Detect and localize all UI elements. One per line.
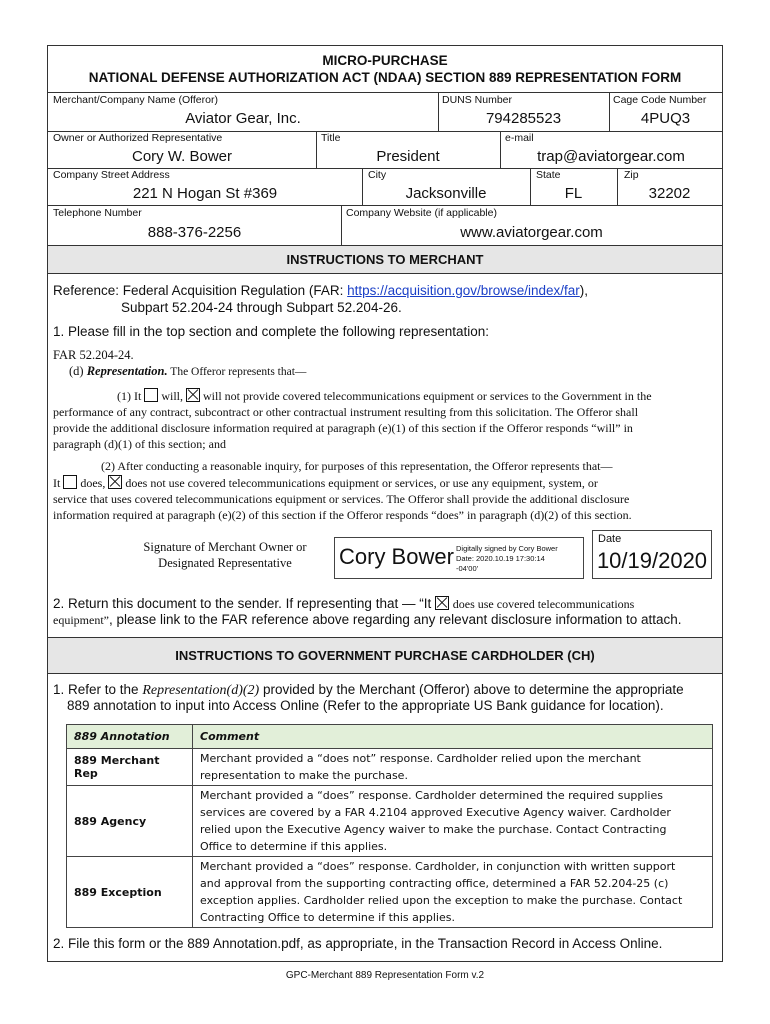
comment-cell: Merchant provided a “does” response. Cardholder determined the required supplies services are covered by a FAR 4.2104 approved Executive Agency waiver. Cardholder relied upon the Executive Agency waiver to make the purchase. Contact Contracting Office to determine if this applies. <box>193 786 713 857</box>
digital-signature-line3: -04'00' <box>456 564 479 573</box>
cardholder-step1-line1: 1. Refer to the Representation(d)(2) provided by the Merchant (Offeror) above to determine the appropriate <box>53 682 684 698</box>
merchant-step2-line2: equipment”, please link to the FAR reference above regarding any relevant disclosure information to attach. <box>53 612 682 627</box>
step2-does-checkbox[interactable] <box>435 596 449 610</box>
does-checkbox[interactable] <box>63 475 77 489</box>
title-label: Title <box>321 132 341 144</box>
cardholder-step1-line2: 889 annotation to input into Access Online (Refer to the appropriate US Bank guidance for location). <box>67 698 664 713</box>
zip-label: Zip <box>624 169 639 181</box>
will-checkbox[interactable] <box>144 388 158 402</box>
far-link[interactable]: https://acquisition.gov/browse/index/far <box>347 283 580 298</box>
signature-field[interactable] <box>334 537 584 579</box>
date-label: Date <box>598 533 622 545</box>
far-section-ref: FAR 52.204-24. <box>53 348 134 362</box>
cardholder-step2: 2. File this form or the 889 Annotation.pdf, as appropriate, in the Transaction Record in Access Online. <box>53 936 663 951</box>
state-label: State <box>536 169 561 181</box>
paragraph-2-line2: It does, does not use covered telecommunications equipment or services, or use any equipment, system, or <box>53 476 598 490</box>
state-field[interactable]: FL <box>564 185 583 202</box>
will-not-checkbox[interactable] <box>186 388 200 402</box>
far-reference-line2: Subpart 52.204-24 through Subpart 52.204-26. <box>121 300 402 315</box>
zip-field[interactable]: 32202 <box>648 185 691 202</box>
city-label: City <box>368 169 387 181</box>
merchant-step2-line1: 2. Return this document to the sender. If representing that — “It does use covered telecommunications <box>53 596 635 611</box>
cage-label: Cage Code Number <box>613 94 707 106</box>
digital-signature-line1: Digitally signed by Cory Bower <box>456 544 558 553</box>
owner-field[interactable]: Cory W. Bower <box>131 148 233 165</box>
table-row <box>67 786 713 857</box>
merchant-name-field[interactable]: Aviator Gear, Inc. <box>185 110 301 127</box>
cage-field[interactable]: 4PUQ3 <box>640 110 691 127</box>
annotation-cell: 889 Merchant Rep <box>67 749 193 786</box>
duns-label: DUNS Number <box>442 94 513 106</box>
date-value: 10/19/2020 <box>596 548 708 573</box>
owner-label: Owner or Authorized Representative <box>53 132 223 144</box>
phone-label: Telephone Number <box>53 207 142 219</box>
table-row <box>67 857 713 928</box>
email-field[interactable]: trap@aviatorgear.com <box>537 148 685 165</box>
website-field[interactable]: www.aviatorgear.com <box>460 224 603 241</box>
website-label: Company Website (if applicable) <box>346 207 497 219</box>
merchant-step1: 1. Please fill in the top section and complete the following representation: <box>53 324 490 339</box>
representation-d: (d) Representation. The Offeror represents that— <box>69 364 307 378</box>
does-not-checkbox[interactable] <box>108 475 122 489</box>
column-header-annotation: 889 Annotation <box>67 725 193 749</box>
comment-cell: Merchant provided a “does not” response. Cardholder relied upon the merchant representation to make the purchase. <box>193 749 713 786</box>
signature-label-line2: Designated Representative <box>158 556 292 570</box>
paragraph-1-line1: (1) It will, will not provide covered telecommunications equipment or services to the Government in the <box>117 389 652 403</box>
email-label: e-mail <box>505 132 534 144</box>
annotation-cell: 889 Agency <box>67 786 193 857</box>
signature-label-line1: Signature of Merchant Owner or <box>143 540 307 554</box>
street-field[interactable]: 221 N Hogan St #369 <box>132 185 278 202</box>
city-field[interactable]: Jacksonville <box>405 185 487 202</box>
date-field[interactable] <box>592 530 712 579</box>
annotation-table <box>66 724 713 928</box>
merchant-instructions-heading: INSTRUCTIONS TO MERCHANT <box>48 246 722 273</box>
paragraph-2-line3: service that uses covered telecommunications equipment or services. The Offeror shall provide the additional disclosure <box>53 492 630 506</box>
digital-signature-line2: Date: 2020.10.19 17:30:14 <box>456 554 545 563</box>
paragraph-1-line4: paragraph (d)(1) of this section; and <box>53 437 226 451</box>
paragraph-1-line2: performance of any contract, subcontract or other contractual instrument resulting from this solicitation. The Offeror shall <box>53 405 639 419</box>
annotation-cell: 889 Exception <box>67 857 193 928</box>
form-title-line2: NATIONAL DEFENSE AUTHORIZATION ACT (NDAA) SECTION 889 REPRESENTATION FORM <box>88 70 682 85</box>
street-label: Company Street Address <box>53 169 170 181</box>
paragraph-2-line4: information required at paragraph (e)(2) of this section if the Offeror responds “does” in paragraph (d)(2) of this section. <box>53 508 632 522</box>
paragraph-1-line3: provide the additional disclosure information required at paragraph (e)(1) of this section if the Offeror responds “will” in <box>53 421 633 435</box>
duns-field[interactable]: 794285523 <box>485 110 562 127</box>
signature-name: Cory Bower <box>339 544 454 569</box>
cardholder-instructions-heading: INSTRUCTIONS TO GOVERNMENT PURCHASE CARDHOLDER (CH) <box>48 638 722 673</box>
comment-cell: Merchant provided a “does” response. Cardholder, in conjunction with written support and approval from the supporting contracting office, determined a FAR 52.204-25 (c) exception applies. Cardholder relied upon the exception to make the purchase. Contact Contracting Office to determine if this applies. <box>193 857 713 928</box>
paragraph-2-line1: (2) After conducting a reasonable inquiry, for purposes of this representation, the Offeror represents that— <box>101 459 613 473</box>
merchant-name-label: Merchant/Company Name (Offeror) <box>53 94 218 106</box>
column-header-comment: Comment <box>193 725 713 749</box>
form-footer: GPC-Merchant 889 Representation Form v.2 <box>285 970 485 981</box>
form-title-line1: MICRO-PURCHASE <box>322 53 448 68</box>
phone-field[interactable]: 888-376-2256 <box>147 224 242 241</box>
table-row <box>67 749 713 786</box>
title-field[interactable]: President <box>376 148 440 165</box>
far-reference: Reference: Federal Acquisition Regulation (FAR: https://acquisition.gov/browse/index/far), <box>53 283 589 298</box>
table-header-row <box>67 725 713 749</box>
